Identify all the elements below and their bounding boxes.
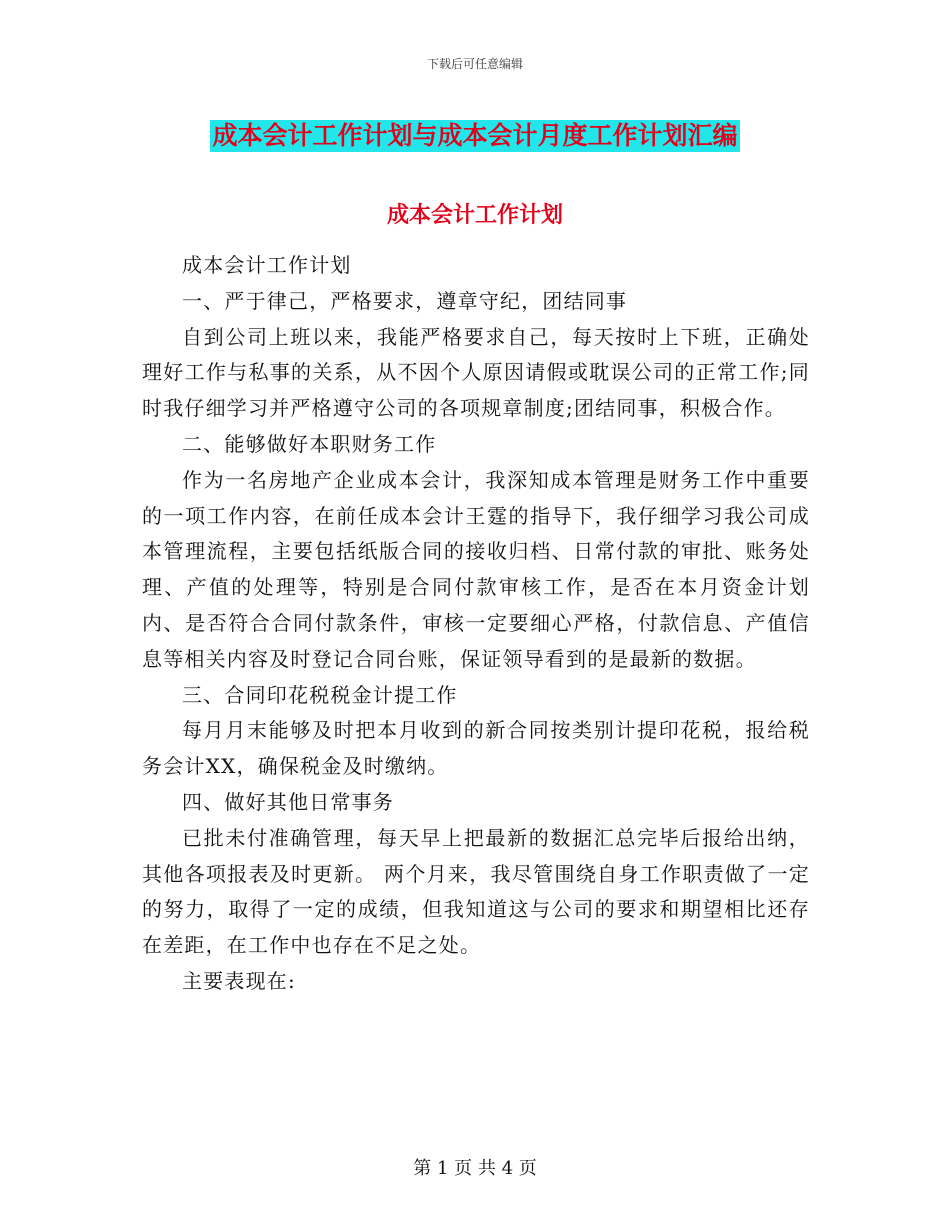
section-title: 成本会计工作计划 bbox=[386, 203, 563, 228]
document-title bbox=[0, 114, 950, 152]
paragraph: 二、能够做好本职财务工作 bbox=[182, 431, 437, 456]
paragraph: 成本会计工作计划 bbox=[182, 253, 352, 277]
paragraph: 自到公司上班以来，我能严格要求自己，每天按时上下班，正确处理好工作与私事的关系，从不因个人原因请假或耽误公司的正常工作;同时我仔细学习并严格遵守公司的各项规章制度;团结同事，积极合作。 bbox=[142, 324, 810, 421]
page-footer: 第 1 页 共 4 页 bbox=[413, 1158, 537, 1179]
paragraph: 四、做好其他日常事务 bbox=[182, 789, 394, 814]
document-title-text: 成本会计工作计划与成本会计月度工作计划汇编 bbox=[212, 121, 738, 150]
paragraph: 三、合同印花税税金计提工作 bbox=[182, 682, 458, 707]
paragraph: 作为一名房地产企业成本会计，我深知成本管理是财务工作中重要的一项工作内容，在前任成本会计王霆的指导下，我仔细学习我公司成本管理流程，主要包括纸版合同的接收归档、日常付款的审批、账务处理、产值的处理等，特别是合同付款审核工作，是否在本月资金计划内、是否符合合同付款条件，审核一定要细心严格，付款信息、产值信息等相关内容及时登记合同台账，保证领导看到的是最新的数据。 bbox=[142, 467, 810, 671]
paragraph: 一、严于律己，严格要求，遵章守纪，团结同事 bbox=[182, 288, 628, 313]
paragraph: 每月月末能够及时把本月收到的新合同按类别计提印花税，报给税务会计XX，确保税金及时缴纳。 bbox=[142, 718, 810, 779]
document-body bbox=[142, 248, 810, 1000]
paragraph: 主要表现在: bbox=[182, 968, 296, 993]
paragraph: 已批未付准确管理，每天早上把最新的数据汇总完毕后报给出纳，其他各项报表及时更新。 两个月来，我尽管围绕自身工作职责做了一定的努力，取得了一定的成绩，但我知道这与公司的要求和期望相比还存在差距，在工作中也存在不足之处。 bbox=[142, 825, 810, 958]
header-note: 下载后可任意编辑 bbox=[426, 57, 523, 71]
